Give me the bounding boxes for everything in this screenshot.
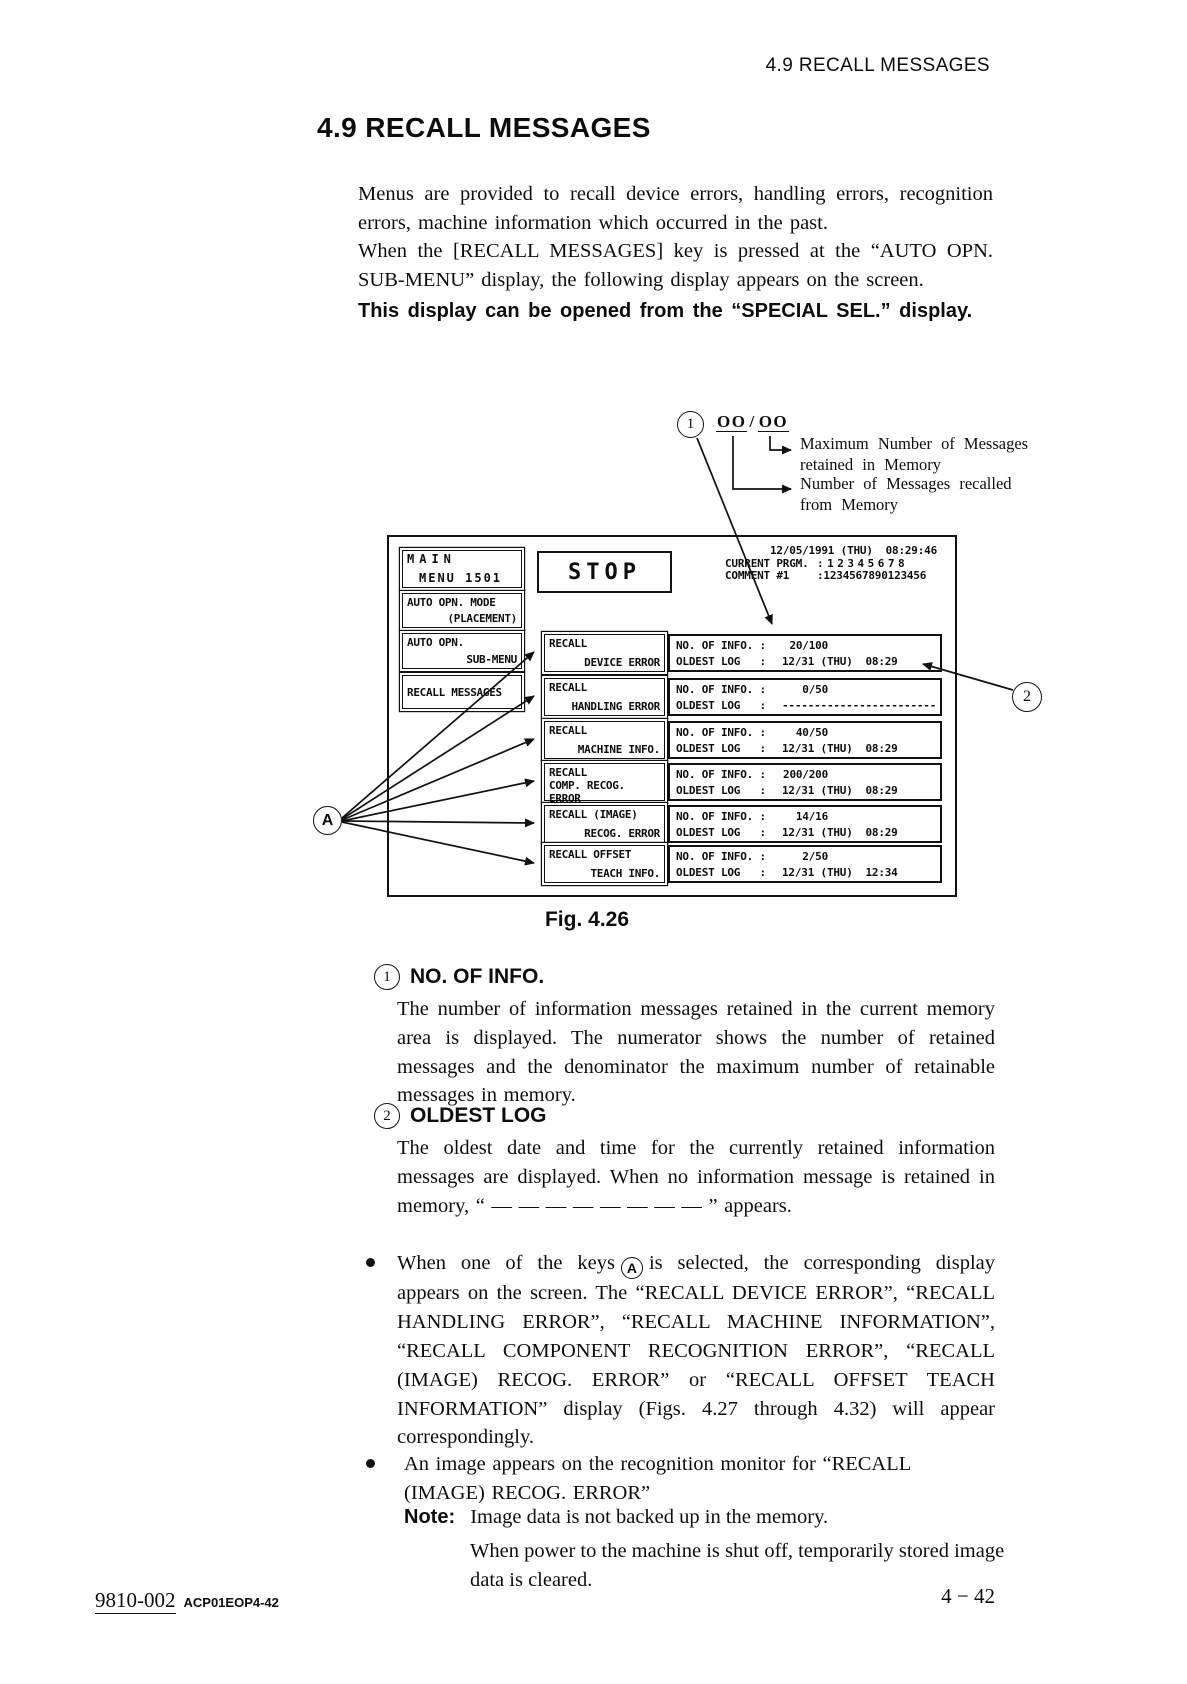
auto-opn-sub-menu-key-line1: AUTO OPN. xyxy=(407,636,464,649)
recall-device-error-key xyxy=(544,634,665,672)
comp-recog-error-info-panel xyxy=(668,763,942,801)
auto-opn-sub-menu-key xyxy=(402,633,522,669)
intro-paragraphs xyxy=(358,180,993,325)
oldest-log-label: OLDEST LOG : xyxy=(676,826,766,839)
key-line2: COMP. RECOG. ERROR xyxy=(549,779,625,805)
section-2-number-text: 2 xyxy=(383,1107,391,1124)
section-1-heading: NO. OF INFO. xyxy=(410,965,545,988)
screen-header xyxy=(725,545,951,583)
recalled-messages-label xyxy=(800,474,1012,515)
intro-paragraph-bold: This display can be opened from the “SPECIAL SEL.” display. xyxy=(358,300,973,322)
no-of-info-label: NO. OF INFO. : xyxy=(676,726,766,739)
section-1-body: The number of information messages retained in the current memory area is displayed. The numerator shows the number of retained messages and the denominator the maximum number of retainable messages in memory. xyxy=(397,998,995,1107)
footer-left xyxy=(95,1588,279,1613)
no-of-info-value: 0/50 xyxy=(802,683,828,696)
oldest-log-label: OLDEST LOG : xyxy=(676,866,766,879)
key-line1: RECALL xyxy=(549,724,587,737)
no-of-info-value: 20/100 xyxy=(789,639,828,652)
recall-machine-info-key xyxy=(544,721,665,759)
recall-messages-key-line1: RECALL MESSAGES xyxy=(407,685,502,699)
section-2-body: The oldest date and time for the currently retained information messages are displayed. When no information message is retained in memory, “ — — — — — — — — ” appears. xyxy=(397,1137,995,1217)
bullet-1-text xyxy=(397,1249,995,1452)
key-line1: RECALL xyxy=(549,766,587,779)
note-label: Note: xyxy=(404,1506,456,1528)
comment-value: :1234567890123456 xyxy=(817,569,927,582)
key-line1: RECALL xyxy=(549,681,587,694)
oldest-log-value: 12/31 (THU) 12:34 xyxy=(782,866,898,879)
section-1-circled-number xyxy=(374,964,400,990)
no-of-info-label: NO. OF INFO. : xyxy=(676,683,766,696)
recalled-messages-label-line1: Number of Messages recalled xyxy=(800,474,1012,493)
bullet-1-pre: When one of the keys xyxy=(397,1252,615,1274)
bullet-2-dot xyxy=(366,1459,375,1468)
footer-doc-number: 9810-002 xyxy=(95,1588,176,1612)
recall-row-comp-recog-error xyxy=(544,763,942,805)
stop-status-text: STOP xyxy=(568,559,641,585)
comment-line xyxy=(725,570,951,583)
circled-a-inline-text: A xyxy=(626,1260,638,1276)
main-menu-key xyxy=(402,550,522,588)
recall-row-device-error xyxy=(544,634,942,672)
comment-label: COMMENT #1 xyxy=(725,569,790,582)
note-text-2: When power to the machine is shut off, temporarily stored image data is cleared. xyxy=(470,1540,1005,1591)
main-menu-key-line2: MENU 1501 xyxy=(419,571,503,585)
main-menu-key-line1: MAIN xyxy=(407,552,456,566)
oldest-log-value: ------------------------ xyxy=(782,699,937,712)
key-line2: HANDLING ERROR xyxy=(571,700,660,713)
device-error-info-panel xyxy=(668,634,942,672)
oo-slash: / xyxy=(749,412,756,431)
auto-opn-mode-key-line1: AUTO OPN. MODE xyxy=(407,596,496,609)
recall-offset-teach-info-key xyxy=(544,845,665,883)
circled-letter-a xyxy=(313,806,342,835)
key-line1: RECALL (IMAGE) xyxy=(549,808,638,821)
no-of-info-label: NO. OF INFO. : xyxy=(676,768,766,781)
key-line2: MACHINE INFO. xyxy=(577,743,660,756)
circled-letter-a-text: A xyxy=(321,811,334,829)
recall-comp-recog-error-key xyxy=(544,763,665,805)
recall-row-image-recog-error xyxy=(544,805,942,843)
circled-number-2 xyxy=(1012,682,1042,712)
bullet-1-post: is selected, the corresponding display appears on the screen. The “RECALL DEVICE ERROR”, “RECALL HANDLING ERROR”, “RECALL MACHINE INFORMATION”, “RECALL COMPONENT RECOGNITION ERROR”, “RECALL (IMAGE) RECOG. ERROR” or “RECALL OFFSET TEACH INFORMATION” display (Figs. 4.27 through 4.32) will appear correspondingly. xyxy=(397,1252,995,1449)
image-recog-error-info-panel xyxy=(668,805,942,843)
section-2-circled-number xyxy=(374,1103,400,1129)
oldest-log-label: OLDEST LOG : xyxy=(676,784,766,797)
intro-paragraph-1: Menus are provided to recall device errors, handling errors, recognition errors, machine information which occurred in the past. xyxy=(358,183,993,234)
figure-4-26-screen xyxy=(387,535,957,897)
no-of-info-label: NO. OF INFO. : xyxy=(676,639,766,652)
oldest-log-label: OLDEST LOG : xyxy=(676,699,766,712)
running-header: 4.9 RECALL MESSAGES xyxy=(765,55,990,76)
no-of-info-label: NO. OF INFO. : xyxy=(676,810,766,823)
max-label-connector xyxy=(770,436,791,450)
recall-row-handling-error xyxy=(544,678,942,716)
footer-page-number: 4 − 42 xyxy=(941,1584,995,1608)
stop-status-box xyxy=(537,551,672,593)
no-of-info-value: 200/200 xyxy=(783,768,828,781)
bullet-2-text: An image appears on the recognition monitor for “RECALL (IMAGE) RECOG. ERROR” xyxy=(404,1453,911,1504)
oo-right: OO xyxy=(758,412,789,431)
key-line1: RECALL xyxy=(549,637,587,650)
oldest-log-value: 12/31 (THU) 08:29 xyxy=(782,826,898,839)
footer-doc-code: ACP01EOP4-42 xyxy=(183,1595,279,1610)
offset-teach-info-info-panel xyxy=(668,845,942,883)
oldest-log-value: 12/31 (THU) 08:29 xyxy=(782,655,898,668)
oldest-log-value: 12/31 (THU) 08:29 xyxy=(782,742,898,755)
oldest-log-value: 12/31 (THU) 08:29 xyxy=(782,784,898,797)
max-messages-label xyxy=(800,434,1028,475)
oldest-log-label: OLDEST LOG : xyxy=(676,742,766,755)
circled-number-2-text: 2 xyxy=(1023,688,1031,705)
recall-row-offset-teach-info xyxy=(544,845,942,883)
key-line1: RECALL OFFSET xyxy=(549,848,632,861)
key-line2: TEACH INFO. xyxy=(590,867,660,880)
intro-paragraph-2: When the [RECALL MESSAGES] key is pressed at the “AUTO OPN. SUB-MENU” display, the following display appears on the screen. xyxy=(358,240,993,291)
recall-handling-error-key xyxy=(544,678,665,716)
screen-datetime: 12/05/1991 (THU) 08:29:46 xyxy=(770,544,937,557)
figure-caption: Fig. 4.26 xyxy=(544,908,630,931)
page-title: 4.9 RECALL MESSAGES xyxy=(317,112,651,143)
recall-row-machine-info xyxy=(544,721,942,759)
oo-counter-sample xyxy=(716,412,789,432)
machine-info-info-panel xyxy=(668,721,942,759)
recalled-label-connector xyxy=(733,436,791,489)
no-of-info-value: 40/50 xyxy=(795,726,828,739)
key-line2: RECOG. ERROR xyxy=(584,827,660,840)
key-line2: DEVICE ERROR xyxy=(584,656,660,669)
current-prgm-value: :12345678 xyxy=(817,556,909,570)
no-of-info-label: NO. OF INFO. : xyxy=(676,850,766,863)
recalled-messages-label-line2: from Memory xyxy=(800,494,899,514)
oo-left: OO xyxy=(717,412,747,431)
no-of-info-value: 2/50 xyxy=(802,850,828,863)
handling-error-info-panel xyxy=(668,678,942,716)
section-2-heading: OLDEST LOG xyxy=(410,1104,547,1127)
oldest-log-label: OLDEST LOG : xyxy=(676,655,766,668)
recall-image-recog-error-key xyxy=(544,805,665,843)
max-messages-label-line1: Maximum Number of Messages xyxy=(800,434,1029,453)
circled-a-inline xyxy=(621,1257,643,1279)
max-messages-label-line2: retained in Memory xyxy=(800,454,942,474)
note-text-1: Image data is not backed up in the memory. xyxy=(470,1506,829,1528)
recall-messages-key xyxy=(402,675,522,709)
no-of-info-value: 14/16 xyxy=(795,810,828,823)
circled-number-1-text: 1 xyxy=(686,416,695,432)
current-prgm-label: CURRENT PRGM. xyxy=(725,556,809,570)
auto-opn-mode-key-line2: (PLACEMENT) xyxy=(447,612,517,625)
bullet-1-dot xyxy=(366,1258,375,1267)
circled-number-1 xyxy=(677,411,704,438)
note-line xyxy=(404,1506,828,1529)
section-1-number-text: 1 xyxy=(383,968,391,985)
auto-opn-sub-menu-key-line2: SUB-MENU xyxy=(466,653,517,666)
auto-opn-mode-key xyxy=(402,593,522,628)
